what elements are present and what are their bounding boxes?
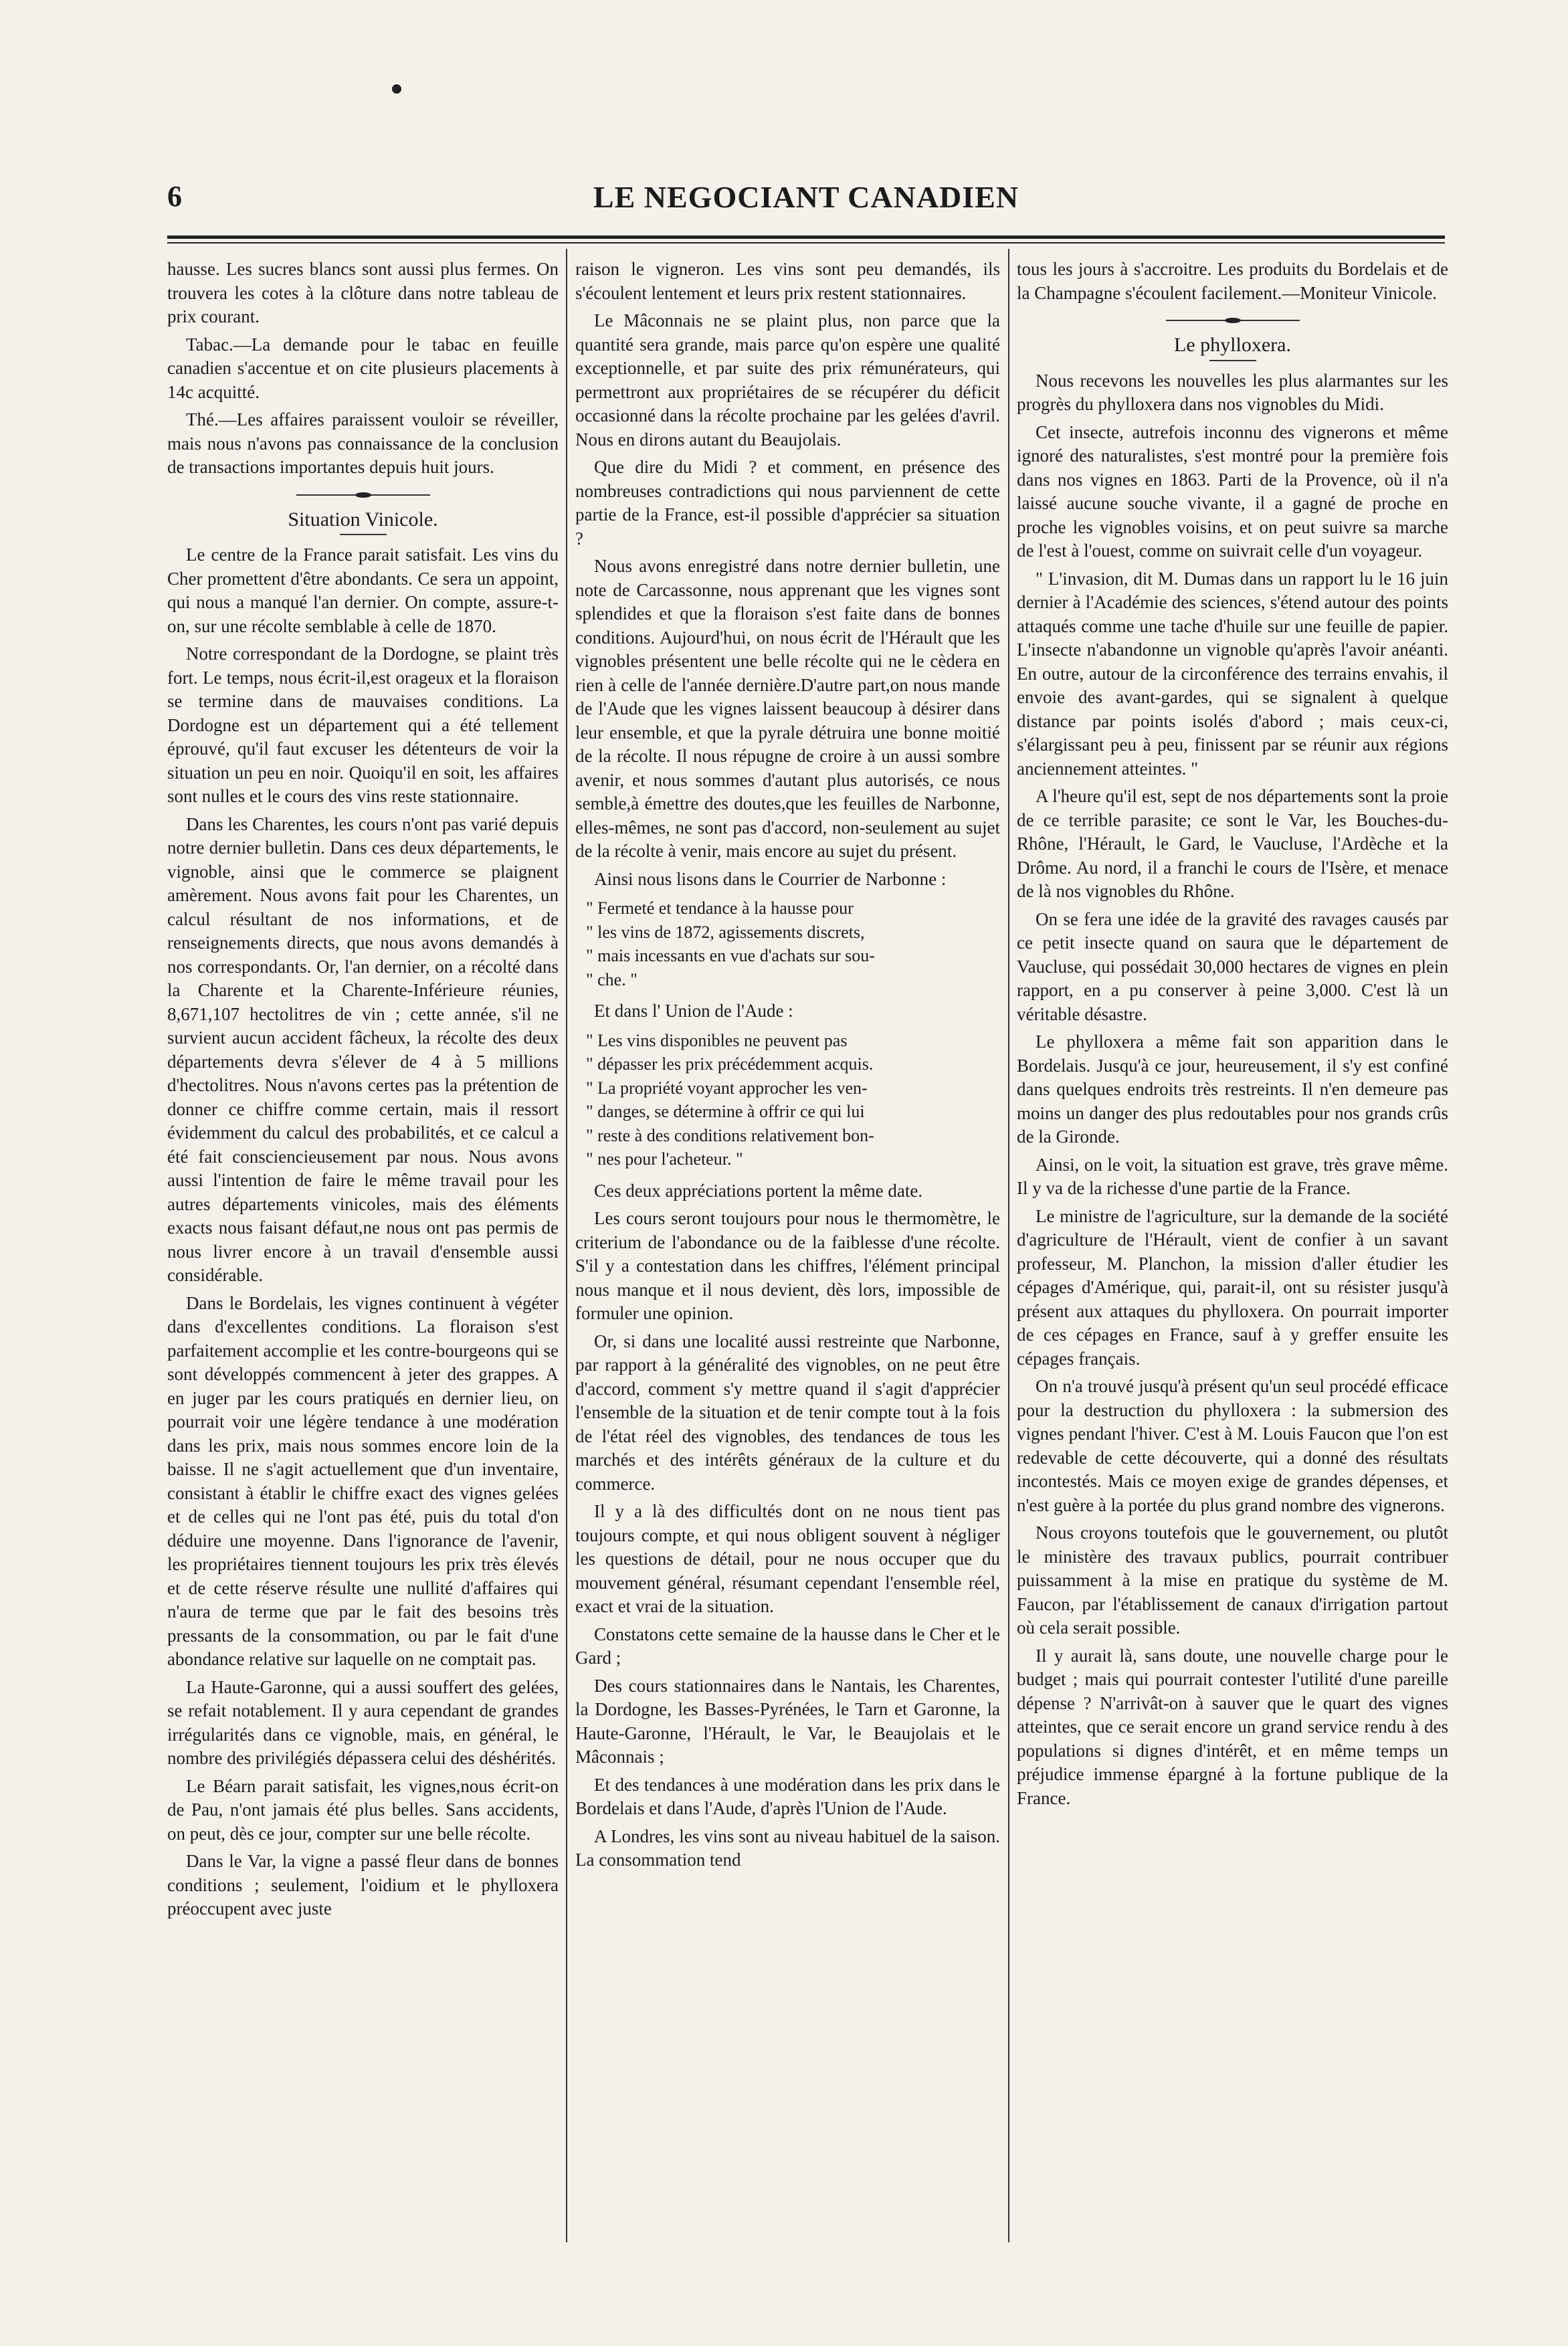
quote-line: " mais incessants en vue d'achats sur sou- (586, 946, 875, 965)
quote-line: " Fermeté et tendance à la hausse pour (586, 898, 854, 918)
paragraph: Nous croyons toutefois que le gouvernement, ou plutôt le ministère des travaux publics, pourrait contribuer puissamment à la mise en pratique du système de M. Faucon, par l'établissement de canaux d'irrigation partout où cela serait possible. (1017, 1523, 1448, 1638)
section-heading: Le phylloxera. (1174, 334, 1291, 356)
header-rule-thin (167, 242, 1445, 243)
quote-line: " reste à des conditions relativement bon- (586, 1125, 874, 1145)
paragraph: Constatons cette semaine de la hausse dans le Cher et le Gard ; (575, 1624, 1000, 1668)
quote-intro: Et dans l' Union de l'Aude : (594, 1001, 793, 1021)
paragraph: Notre correspondant de la Dordogne, se plaint très fort. Le temps, nous écrit-il,est orageux et la floraison se termine dans de mauvaises conditions. La Dordogne est un département qui a été tellement éprouvé, qu'il faut excuser les détenteurs de voir la situation un peu en noir. Quoiqu'il en soit, les affaires sont nulles et le cours des vins reste stationnaire. (167, 644, 559, 806)
section-separator (1166, 320, 1300, 321)
heading-rule (340, 534, 387, 535)
paragraph: La Haute-Garonne, qui a aussi souffert des gelées, se refait notablement. Il y aura cependant de grandes irrégularités dans ce vignoble, mais, en général, le nombre des privilégiés dépassera celui des déshérités. (167, 1676, 559, 1768)
paragraph: Nous avons enregistré dans notre dernier bulletin, une note de Carcassonne, nous apprenant que les vignes sont splendides et que la floraison s'est faite dans de bonnes conditions. Aujourd'hui, on nous écrit de l'Hérault que les vignobles présentent une belle récolte qui ne le cèdera en rien à celle de l'année dernière.D'autre part,on nous mande de l'Aude que les vignes laissent beaucoup à désirer dans leur ensemble, et que la pyrale détruira une bonne moitié de la récolte. Il nous répugne de croire à un aussi sombre avenir, et nous sommes d'autant plus autorisés, ce nous semble,à émettre des doutes,que les feuilles de Narbonne, elles-mêmes, ne sont pas d'accord, non-seulement au sujet de la récolte à venir, mais encore au sujet du présent. (575, 556, 1000, 861)
quote-line: " Les vins disponibles ne peuvent pas (586, 1030, 848, 1050)
paragraph: tous les jours à s'accroitre. Les produits du Bordelais et de la Champagne s'écoulent facilement.—Moniteur Vinicole. (1017, 259, 1448, 303)
column-1 (167, 258, 559, 2264)
paragraph: Le phylloxera a même fait son apparition dans le Bordelais. Jusqu'à ce jour, heureusement, il s'y est confiné dans quelques endroits très restreints. Il n'en demeure pas moins un danger des plus redoutables pour nos grands crûs de la Gironde. (1017, 1032, 1448, 1147)
paragraph: Tabac.—La demande pour le tabac en feuille canadien s'accentue et on cite plusieurs placements à 14c acquitté. (167, 334, 559, 402)
paragraph: Or, si dans une localité aussi restreinte que Narbonne, par rapport à la généralité des vignobles, on ne peut être d'accord, comment s'y mettre quand il s'agit d'apprécier l'ensemble de la situation et de tenir compte tout à la fois de l'état réel des vignobles, des tendances de tous les marchés et des intérêts généraux de la culture et du commerce. (575, 1331, 1000, 1494)
ink-dot (392, 84, 401, 94)
section-heading: Situation Vinicole. (288, 508, 438, 530)
paragraph: A l'heure qu'il est, sept de nos départements sont la proie de ce terrible parasite; ce sont le Var, les Bouches-du-Rhône, l'Hérault, le Gard, le Vaucluse, l'Ardèche et la Drôme. Au nord, il a franchi le cours de l'Isère, et menace de là nos vignobles du Rhône. (1017, 786, 1448, 901)
quote-line: " La propriété voyant approcher les ven- (586, 1078, 868, 1098)
paragraph: On se fera une idée de la gravité des ravages causés par ce petit insecte quand on saura que le département de Vaucluse, qui possédait 30,000 hectares de vignes en plein rapport, en a pu conserver à peine 3,000. C'est là un véritable désastre. (1017, 908, 1448, 1024)
quote-line: " les vins de 1872, agissements discrets, (586, 922, 865, 942)
quote-line: " che. " (586, 969, 638, 989)
page-header (167, 179, 1445, 219)
paragraph: Les cours seront toujours pour nous le thermomètre, le criterium de l'abondance ou de la faiblesse d'une récolte. S'il y a contestation dans les chiffres, l'élément principal nous manque et il nous devient, dès lors, impossible de formuler une opinion. (575, 1208, 1000, 1323)
page-number: 6 (167, 180, 182, 213)
quote-line: " dépasser les prix précédemment acquis. (586, 1054, 874, 1074)
paragraph: Il y a là des difficultés dont on ne nous tient pas toujours compte, et qui nous obligent souvent à négliger les questions de détail, pour ne nous occuper que du mouvement général, résumant cependant l'ensemble réel, exact et vrai de la situation. (575, 1501, 1000, 1616)
paragraph: raison le vigneron. Les vins sont peu demandés, ils s'écoulent lentement et leurs prix restent stationnaires. (575, 259, 1000, 303)
paragraph: hausse. Les sucres blancs sont aussi plus fermes. On trouvera les cotes à la clôture dans notre tableau de prix courant. (167, 259, 559, 326)
paragraph: Ainsi, on le voit, la situation est grave, très grave même. Il y va de la richesse d'une partie de la France. (1017, 1154, 1448, 1198)
column-3 (1017, 258, 1448, 2264)
header-rule (167, 235, 1445, 239)
paragraph: Dans le Bordelais, les vignes continuent à végéter dans d'excellentes conditions. La floraison s'est parfaitement accomplie et les contre-bourgeons qui se sont développés commencent à jeter des grappes. A en juger par les cours pratiqués en dernier lieu, on pourrait voir une légère tendance à une modération dans les prix, mais nous sommes encore loin de la baisse. Il ne s'agit actuellement que d'un inventaire, consistant à établir le chiffre exact des vignes gelées et de celles qui ne l'ont pas été, puis du total d'on déduire une moyenne. Dans l'ignorance de l'avenir, les propriétaires tiennent toujours les prix très élevés et de cette réserve résulte une nullité d'affaires qui n'aura de terme que par le fait des besoins très pressants de la consommation, ou par le fait d'une abondance relative sur laquelle on ne comptait pas. (167, 1292, 559, 1669)
quotation (575, 1029, 1000, 1171)
quote-intro: Ainsi nous lisons dans le Courrier de Narbonne : (594, 868, 947, 889)
column-2 (575, 258, 1000, 2264)
column-divider (1008, 249, 1009, 2242)
masthead-title: LE NEGOCIANT CANADIEN (593, 180, 1019, 214)
paragraph: " L'invasion, dit M. Dumas dans un rapport lu le 16 juin dernier à l'Académie des sciences, s'étend autour des points attaqués comme une tache d'huile sur une feuille de papier. L'insecte n'abandonne un vignoble qu'après l'avoir anéanti. En outre, autour de la circonférence des terrains envahis, il envoie des avant-gardes, qui se signalent à quelque distance par points isolés d'abord ; mais ceux-ci, s'élargissant peu à peu, finissent par se réunir aux régions anciennement atteintes. " (1017, 568, 1448, 779)
paragraph: On n'a trouvé jusqu'à présent qu'un seul procédé efficace pour la destruction du phylloxera : la submersion des vignes pendant l'hiver. C'est à M. Louis Faucon que l'on est redevable de cette découverte, qui a donné des résultats incontestés. Mais ce moyen exige de grandes dépenses, et n'est guère à la portée du plus grand nombre des vignerons. (1017, 1376, 1448, 1515)
paragraph: Dans le Var, la vigne a passé fleur dans de bonnes conditions ; seulement, l'oidium et le phylloxera préoccupent avec juste (167, 1851, 559, 1919)
paragraph: Le Béarn parait satisfait, les vignes,nous écrit-on de Pau, n'ont jamais été plus belles. Sans accidents, on peut, dès ce jour, compter sur une belle récolte. (167, 1775, 559, 1844)
heading-rule (1209, 360, 1256, 361)
paragraph: Des cours stationnaires dans le Nantais, les Charentes, la Dordogne, les Basses-Pyrénées, le Tarn et Garonne, la Haute-Garonne, l'Hérault, le Var, le Beaujolais et le Mâconnais ; (575, 1675, 1000, 1767)
column-divider (566, 249, 567, 2242)
paragraph: A Londres, les vins sont au niveau habituel de la saison. La consommation tend (575, 1826, 1000, 1870)
paragraph: Et des tendances à une modération dans les prix dans le Bordelais et dans l'Aude, d'après l'Union de l'Aude. (575, 1774, 1000, 1818)
paragraph: Ces deux appréciations portent la même date. (594, 1180, 923, 1201)
quote-line: " nes pour l'acheteur. " (586, 1149, 743, 1169)
quote-line: " danges, se détermine à offrir ce qui lui (586, 1102, 865, 1121)
paragraph: Dans les Charentes, les cours n'ont pas varié depuis notre dernier bulletin. Dans ces deux départements, le vignoble, ainsi que le commerce se plaignent amèrement. Nous avons fait pour les Charentes, un calcul résultant de nos informations, et de renseignements directs, que nous avons demandés à nos correspondants. Or, l'an dernier, on a récolté dans la Charente et la Charente-Inférieure réunies, 8,671,107 hectolitres de vin ; cette année, s'il ne survient aucun accident fâcheux, la récolte des deux départements devra s'élever de 4 à 5 millions d'hectolitres. Nous n'avons certes pas la prétention de donner ce chiffre comme certain, mais il ressort évidemment du calcul des probabilités, et ce calcul a été fait consciencieusement par nous. Nous avons aussi l'intention de faire le même travail pour les autres départements vinicoles, mais des éléments exacts nous faisant défaut,ne nous ont pas permis de nous livrer encore à un travail d'ensemble aussi considérable. (167, 813, 559, 1285)
section-separator (296, 494, 430, 496)
quotation (575, 896, 1000, 991)
paragraph: Cet insecte, autrefois inconnu des vignerons et même ignoré des naturalistes, s'est montré pour la première fois dans nos vignes en 1863. Parti de la Provence, où il n'a laissé aucune souche vivante, il a gagné de proche en proche les vignobles voisins, et on peut suivre sa marche de l'est à l'ouest, comme on suivrait celle d'un voyageur. (1017, 421, 1448, 561)
paragraph: Le ministre de l'agriculture, sur la demande de la société d'agriculture de l'Hérault, vient de confier à un savant professeur, M. Planchon, la mission d'aller étudier les cépages d'Amérique, qui, parait-il, ont su résister jusqu'à présent aux attaques du phylloxera. On pourrait importer de ces cépages en France, sauf à y greffer ensuite les cépages français. (1017, 1205, 1448, 1369)
paragraph: Thé.—Les affaires paraissent vouloir se réveiller, mais nous n'avons pas connaissance de la conclusion de transactions importantes depuis huit jours. (167, 409, 559, 477)
paragraph: Que dire du Midi ? et comment, en présence des nombreuses contradictions qui nous parviennent de cette partie de la France, est-il possible d'apprécier sa situation ? (575, 457, 1000, 549)
paragraph: Le Mâconnais ne se plaint plus, non parce que la quantité sera grande, mais parce qu'on espère une qualité exceptionnelle, et par suite des prix rémunérateurs, qui permettront aux propriétaires de se récupérer du déficit occasionné dans la récolte prochaine par les gelées d'avril. Nous en dirons autant du Beaujolais. (575, 310, 1000, 450)
paragraph: Il y aurait là, sans doute, une nouvelle charge pour le budget ; mais qui pourrait contester l'utilité d'une pareille dépense ? N'arrivât-on à sauver que le quart des vignes atteintes, que ce serait encore un grand service rendu à des populations si dignes d'intérêt, et en même temps un préjudice immense épargné à la fortune publique de la France. (1017, 1645, 1448, 1808)
paragraph: Nous recevons les nouvelles les plus alarmantes sur les progrès du phylloxera dans nos vignobles du Midi. (1017, 370, 1448, 414)
paragraph: Le centre de la France parait satisfait. Les vins du Cher promettent d'être abondants. Ce sera un appoint, qui nous a manqué l'an dernier. On compte, assure-t-on, sur une récolte semblable à celle de 1870. (167, 545, 559, 636)
